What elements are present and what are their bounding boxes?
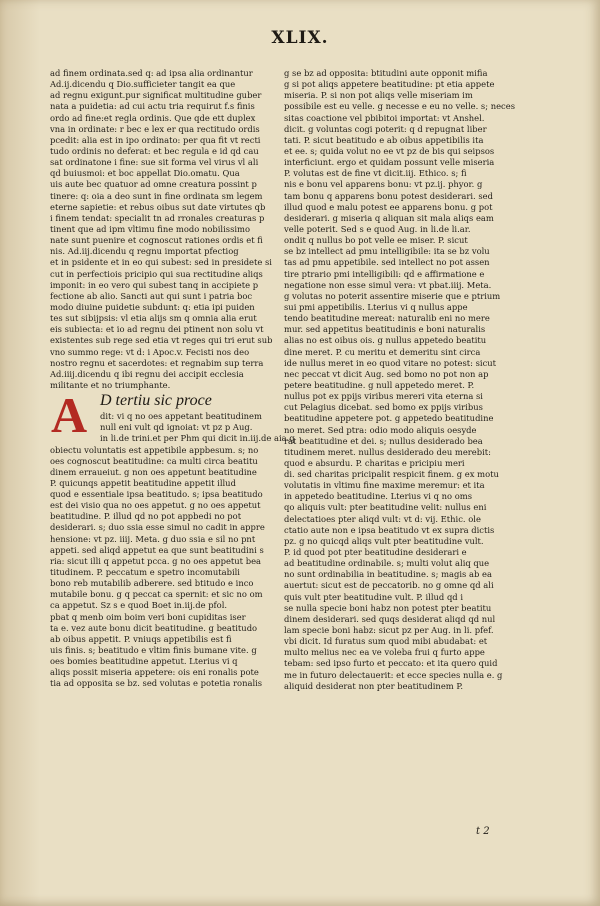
text-line: vno summo rege: vt d: i Apoc.v. Fecisti nos deo xyxy=(50,346,250,357)
text-line: velle poterit. Sed s e quod Aug. in li.de li.ar. xyxy=(284,223,471,234)
text-line: et in psidente et in eo qui subest: sed in presidete si xyxy=(50,257,272,268)
text-line: titudinem meret. nullus desiderado deu merebit: xyxy=(284,446,491,457)
text-line: nullus pot ex ppijs viribus mereri vita eterna si xyxy=(284,391,483,402)
right-text-column xyxy=(284,68,515,692)
text-line: petere beatitudine. g null appetedo meret. P. xyxy=(284,379,475,390)
text-line: tia ad opposita se bz. sed volutas e potetia ronalis xyxy=(50,678,263,689)
text-line: g volutas no poterit assentire miserie que e ptrium xyxy=(284,290,501,301)
text-line: vna in ordinate: r bec e lex er qua rectitudo ordis xyxy=(50,123,260,134)
text-line: dine meret. P. cu meritu et demeritu sint circa xyxy=(284,346,481,357)
text-line: bono reb mutabilib adberere. sed btitudo e inco xyxy=(50,578,254,589)
text-line: tebam: sed ipso furto et peccato: et ita quero quid xyxy=(284,658,498,669)
text-line: ca appetut. Sz s e quod Boet in.iij.de pfol. xyxy=(50,600,228,611)
text-line: delectatioes pter aliqd vult: vt d: vij. Ethic. ole xyxy=(284,513,481,524)
text-line: quod e absurdu. P. charitas e pricipiu meri xyxy=(284,457,465,468)
text-line: aliqs possit miseria appetere: ois eni ronalis pote xyxy=(50,667,259,678)
text-line: fectione ab alio. Sancti aut qui sunt i patria boc xyxy=(50,290,253,301)
text-line: volutatis in vltimu fine maxime meremur: et ita xyxy=(284,480,485,491)
text-line: se bz intellect ad pmu intelligibile: ita se bz volu xyxy=(284,246,490,257)
text-line: militante et no triumphante. xyxy=(50,379,171,390)
text-line: ad regnu exigunt.pur significat multitudine guber xyxy=(50,90,262,101)
text-line: nate sunt puenire et cognoscut rationes ordis et fi xyxy=(50,235,263,246)
text-line: me in futuro delectauerit: et ecce species nulla e. g xyxy=(284,669,503,680)
text-line: tinere: q: oia a deo sunt in fine ordinata sm legem xyxy=(50,190,263,201)
text-line: quis vult pter beatitudine vult. P. illud qd i xyxy=(284,591,464,602)
text-line: Ad.ij.dicendu q Dio.sufficieter tangit ea que xyxy=(50,79,236,90)
text-line: pz. g no quicqd aliqs vult pter beatitudine vult. xyxy=(284,535,484,546)
text-line: beatitudine. P. illud qd no pot appbedi no pot xyxy=(50,511,242,522)
text-line: in li.de trini.et per Phm qui dicit in.iij.de aia.q xyxy=(100,433,295,444)
text-line: eterne sapietie: et rebus oibus sut date virtutes qb xyxy=(50,201,266,212)
text-line: eis subiecta: et io ad regnu dei ptinent non solu vt xyxy=(50,324,264,335)
text-line: illud quod e malu potest ee apparens bonu. g pot xyxy=(284,201,493,212)
text-line: nostro regnu et sacerdotes: et regnabim sup terra xyxy=(50,357,264,368)
text-line: tinent que ad ipm vltimu fine modo nobilissimo xyxy=(50,223,251,234)
text-line: quod e essentiale ipsa beatitudo. s; ipsa beatitudo xyxy=(50,489,263,500)
text-line: nis. Ad.iij.dicendu q regnu importat pfectiog xyxy=(50,246,239,257)
text-line: pbat q menb oim boim veri boni cupiditas iser xyxy=(50,611,246,622)
text-line: Ad.iiij.dicendu q ibi regnu dei accipit ecclesia xyxy=(50,368,244,379)
text-line: cut Pelagius dicebat. sed bomo ex ppijs viribus xyxy=(284,402,483,413)
text-line: cut in perfectiois pricipio qui sua rectitudine aliqs xyxy=(50,268,263,279)
text-line: ad beatitudine ordinabile. s; multi volut aliq que xyxy=(284,558,490,569)
text-line: tam bonu q apparens bonu potest desiderari. sed xyxy=(284,190,493,201)
text-line: ondit q nullus bo pot velle ee miser. P. sicut xyxy=(284,235,468,246)
text-line: pcedit: alia est in ipo ordinato: per qua fit vt recti xyxy=(50,134,261,145)
text-line: rat beatitudine et dei. s; nullus desiderado bea xyxy=(284,435,483,446)
text-line: qo aliquis vult: pter beatitudine velit: nullus eni xyxy=(284,502,487,513)
article-heading: D tertiu sic proce xyxy=(100,392,212,410)
text-line: uis aute bec quatuor ad omne creatura possint p xyxy=(50,179,257,190)
text-line: sui pmi appetibilis. Lterius vi q nullus appe xyxy=(284,301,468,312)
text-line: g se bz ad opposita: btitudini aute opponit mifia xyxy=(284,68,488,78)
text-line: ad finem ordinata.sed q: ad ipsa alia ordinantur xyxy=(50,68,253,78)
text-line: P. volutas est de fine vt dicit.iij. Ethico. s; fi xyxy=(284,168,467,179)
text-line: titudinem. P. peccatum e spetro incomutabili xyxy=(50,567,240,578)
text-line: qd buiusmoi: et boc appellat Dio.omatu. Qua xyxy=(50,168,240,179)
text-line: auertut: sicut est de peccatorib. no g omne qd ali xyxy=(284,580,494,591)
text-line: dicit. g voluntas cogi poterit: q d repugnat liber xyxy=(284,123,487,134)
text-line: tas ad pmu appetibile. sed intellect no pot assen xyxy=(284,257,490,268)
folio-number: XLIX. xyxy=(271,28,329,48)
text-line: multo melius nec ea ve voleba frui q furto appe xyxy=(284,647,485,658)
text-line: tudo ordinis no deferat: et bec regula e id qd cau xyxy=(50,145,259,156)
text-line: oes cognoscut beatitudine: ca multi circa beatitu xyxy=(50,455,258,466)
text-line: P. id quod pot pter beatitudine desiderari e xyxy=(284,547,467,558)
text-line: tati. P. sicut beatitudo e ab oibus appetibilis ita xyxy=(284,134,484,145)
text-line: hensione: vt pz. iiij. Meta. g duo ssia e sil no pnt xyxy=(50,533,256,544)
text-line: uis finis. s; beatitudo e vltim finis bumane vite. g xyxy=(50,645,257,656)
text-line: mutabile bonu. g q peccat ca spernit: et sic no om xyxy=(50,589,263,600)
text-line: ide nullus meret in eo quod vitare no potest: sicut xyxy=(284,357,497,368)
text-line: nis e bonu vel apparens bonu: vt pz.ij. phyor. g xyxy=(284,179,483,190)
text-line: g si pot aliqs appetere beatitudine: pt etia appete xyxy=(284,79,495,90)
text-line: tes sut sibijpsis: vl etia alijs sm q omnia alia erut xyxy=(50,313,257,324)
text-line: ctatio aute non e ipsa beatitudo vt ex supra dictis xyxy=(284,524,495,535)
text-line: est dei visio qua no oes appetut. g no oes appetut xyxy=(50,500,261,511)
text-line: tire ptrario pmi intelligibili: qd e affirmatione e xyxy=(284,268,485,279)
text-line: null eni vult qd ignoiat: vt pz p Aug. xyxy=(100,422,253,433)
text-line: dinem desiderari. sed quqs desiderat aliqd qd nul xyxy=(284,613,496,624)
text-line: di. sed charitas pricipalit respicit finem. g ex motu xyxy=(284,469,499,480)
text-line: vbi dicit. Id furatus sum quod mibi abudabat: et xyxy=(284,636,488,647)
text-line: no meret. Sed ptra: odio modo aliquis oesyde xyxy=(284,424,477,435)
text-line: desiderari. g miseria q aliquan sit mala aliqs eam xyxy=(284,212,494,223)
text-line: desiderari. s; duo ssia esse simul no cadit in appre xyxy=(50,522,265,533)
text-line: i finem tendat: specialit tn ad rronales creaturas p xyxy=(50,212,265,223)
text-line: et ee. s; quida volut no ee vt pz de bis qui seipsos xyxy=(284,145,495,156)
text-line: in appetedo beatitudine. Lterius vi q no oms xyxy=(284,491,473,502)
text-line: interficiunt. ergo et quidam possunt velle miseria xyxy=(284,157,495,168)
text-line: nec peccat vt dicit Aug. sed bomo no pot non ap xyxy=(284,368,489,379)
text-line: ab oibus appetit. P. vniuqs appetibilis est fi xyxy=(50,633,232,644)
text-line: miseria. P. si non pot aliqs velle miseriam im xyxy=(284,90,473,101)
text-line: se nulla specie boni habz non potest pter beatitu xyxy=(284,602,492,613)
text-line: aliquid desiderat non pter beatitudinem P. xyxy=(284,680,463,691)
text-line: beatitudine appetere pot. g appetedo beatitudine xyxy=(284,413,494,424)
text-line: oes bomies beatitudine appetut. Lterius vi q xyxy=(50,656,238,667)
text-line: possibile est eu velle. g necesse e eu no velle. s; neces xyxy=(284,101,515,112)
decorated-initial: A xyxy=(50,387,88,444)
text-line: modo diuine puidetie subdunt: q: etia ipi puiden xyxy=(50,301,255,312)
text-line: dit: vi q no oes appetant beatitudinem xyxy=(100,411,262,422)
text-line: mur. sed appetitus beatitudinis e boni naturalis xyxy=(284,324,486,335)
text-line: sat ordinatone i fine: sue sit forma vel virus vl ali xyxy=(50,157,259,168)
text-line: no sunt ordinabilia in beatitudine. s; magis ab ea xyxy=(284,569,492,580)
left-text-column xyxy=(50,68,295,690)
signature-mark: t 2 xyxy=(476,826,490,837)
text-line: dinem erraueiut. g non oes appetunt beatitudine xyxy=(50,466,257,477)
text-line: sitas coactione vel pbibitoi importat: vt Anshel. xyxy=(284,112,485,123)
text-line: ordo ad fine:et regla ordinis. Que qde ett duplex xyxy=(50,112,256,123)
text-line: ria: sicut illi q appetut pcca. g no oes appetut bea xyxy=(50,555,262,566)
text-line: appeti. sed aliqd appetut ea que sunt beatitudini s xyxy=(50,544,264,555)
text-line: obiectu voluntatis est appetibile appbesum. s; no xyxy=(50,444,259,455)
text-line: tendo beatitudine mereat: naturalib eni no mere xyxy=(284,313,490,324)
text-line: P. quicunqs appetit beatitudine appetit illud xyxy=(50,477,236,488)
text-line: existentes sub rege sed etia vt reges qui tri erut sub xyxy=(50,335,273,346)
text-line: negatione non esse simul vera: vt pbat.iiij. Meta. xyxy=(284,279,492,290)
text-line: alias no est oibus ois. g nullus appetedo beatitu xyxy=(284,335,487,346)
article-opening xyxy=(50,387,295,444)
text-line: ta e. vez aute bonu dicit beatitudine. g beatitudo xyxy=(50,622,258,633)
text-line: lam specie boni habz: sicut pz per Aug. in li. pfef. xyxy=(284,625,494,636)
text-line: nata a puidetia: ad cui actu tria requirut f.s finis xyxy=(50,101,255,112)
text-line: imponit: in eo vero qui subest tanq in accipiete p xyxy=(50,279,259,290)
